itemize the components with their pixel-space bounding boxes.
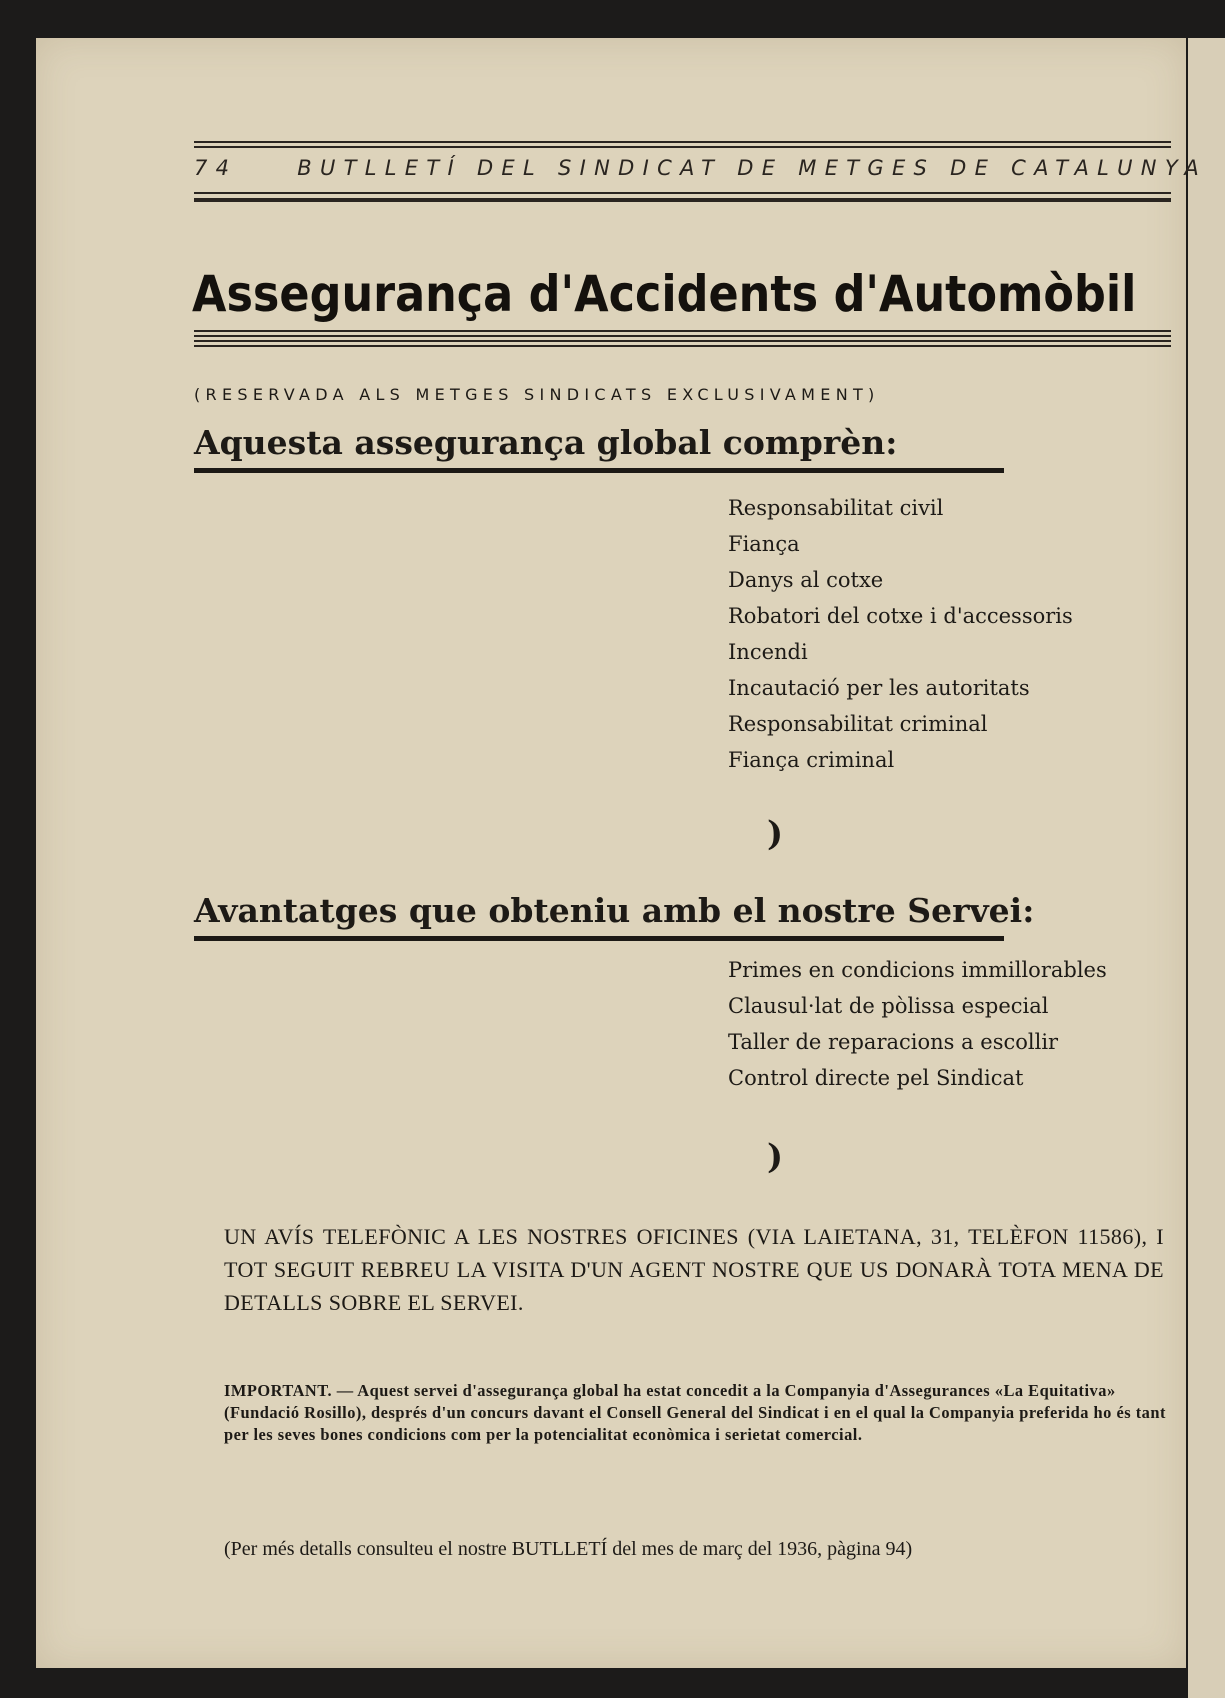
title-rule-1 bbox=[194, 330, 1171, 332]
title-rule-4 bbox=[194, 345, 1171, 347]
list-item: Primes en condicions immillorables bbox=[728, 958, 1107, 982]
header-rule-top-2 bbox=[194, 146, 1171, 148]
header-rule-top bbox=[194, 141, 1171, 143]
list-item: Control directe pel Sindicat bbox=[728, 1066, 1024, 1090]
page-number: 74 bbox=[194, 156, 238, 180]
header-rule-bottom-2 bbox=[194, 198, 1171, 202]
list-item: Robatori del cotxe i d'accessoris bbox=[728, 604, 1073, 628]
list-item: Responsabilitat criminal bbox=[728, 712, 988, 736]
document-page bbox=[36, 38, 1207, 1668]
important-text: — Aquest servei d'assegurança global ha estat concedit a la Companyia d'Assegurances «La Equitativa» (Fundació Rosillo), després d'un concurs davant el Consell General del Sindicat i en el qual la Companyia preferida ho és tant per les seves bones condicions com per la potencialitat econòmica i serietat comercial. bbox=[224, 1381, 1166, 1444]
header-rule-bottom bbox=[194, 192, 1171, 194]
contact-notice: UN AVÍS TELEFÒNIC A LES NOSTRES OFICINES (VIA LAIETANA, 31, TELÈFON 11586), I TOT SEGUIT REBREU LA VISITA D'UN AGENT NOSTRE QUE US DONARÀ TOTA MENA DE DETALLS SOBRE EL SERVEI. bbox=[224, 1224, 1164, 1315]
main-title: Assegurança d'Accidents d'Automòbil bbox=[192, 265, 1137, 323]
running-header bbox=[194, 156, 1207, 190]
list-item: Clausul·lat de pòlissa especial bbox=[728, 994, 1049, 1018]
title-rule-3 bbox=[194, 340, 1171, 342]
section2-heading: Avantatges que obteniu amb el nostre Servei: bbox=[194, 891, 1035, 930]
important-label: IMPORTANT. bbox=[224, 1381, 333, 1400]
list-item: Danys al cotxe bbox=[728, 568, 884, 592]
list-item: Incendi bbox=[728, 640, 808, 664]
advantages-list bbox=[728, 952, 1168, 1096]
list-item: Fiança criminal bbox=[728, 748, 895, 772]
section-divider-mark: ) bbox=[767, 1137, 784, 1177]
title-rule-2 bbox=[194, 335, 1171, 337]
list-item: Incautació per les autoritats bbox=[728, 676, 1030, 700]
adjacent-page-edge bbox=[1188, 38, 1225, 1698]
list-item: Fiança bbox=[728, 532, 800, 556]
section2-rule bbox=[194, 936, 1004, 941]
footnote: (Per més detalls consulteu el nostre BUTLLETÍ del mes de març del 1936, pàgina 94) bbox=[224, 1538, 913, 1560]
list-item: Responsabilitat civil bbox=[728, 496, 944, 520]
running-title: BUTLLETÍ DEL SINDICAT DE METGES DE CATALUNYA bbox=[297, 156, 1207, 180]
subtitle: (RESERVADA ALS METGES SINDICATS EXCLUSIVAMENT) bbox=[194, 385, 880, 404]
section1-heading: Aquesta assegurança global comprèn: bbox=[194, 423, 898, 462]
important-note bbox=[224, 1380, 1167, 1446]
coverage-list bbox=[728, 490, 1168, 778]
list-item: Taller de reparacions a escollir bbox=[728, 1030, 1059, 1054]
section1-rule bbox=[194, 468, 1004, 473]
section-divider-mark: ) bbox=[767, 814, 784, 854]
